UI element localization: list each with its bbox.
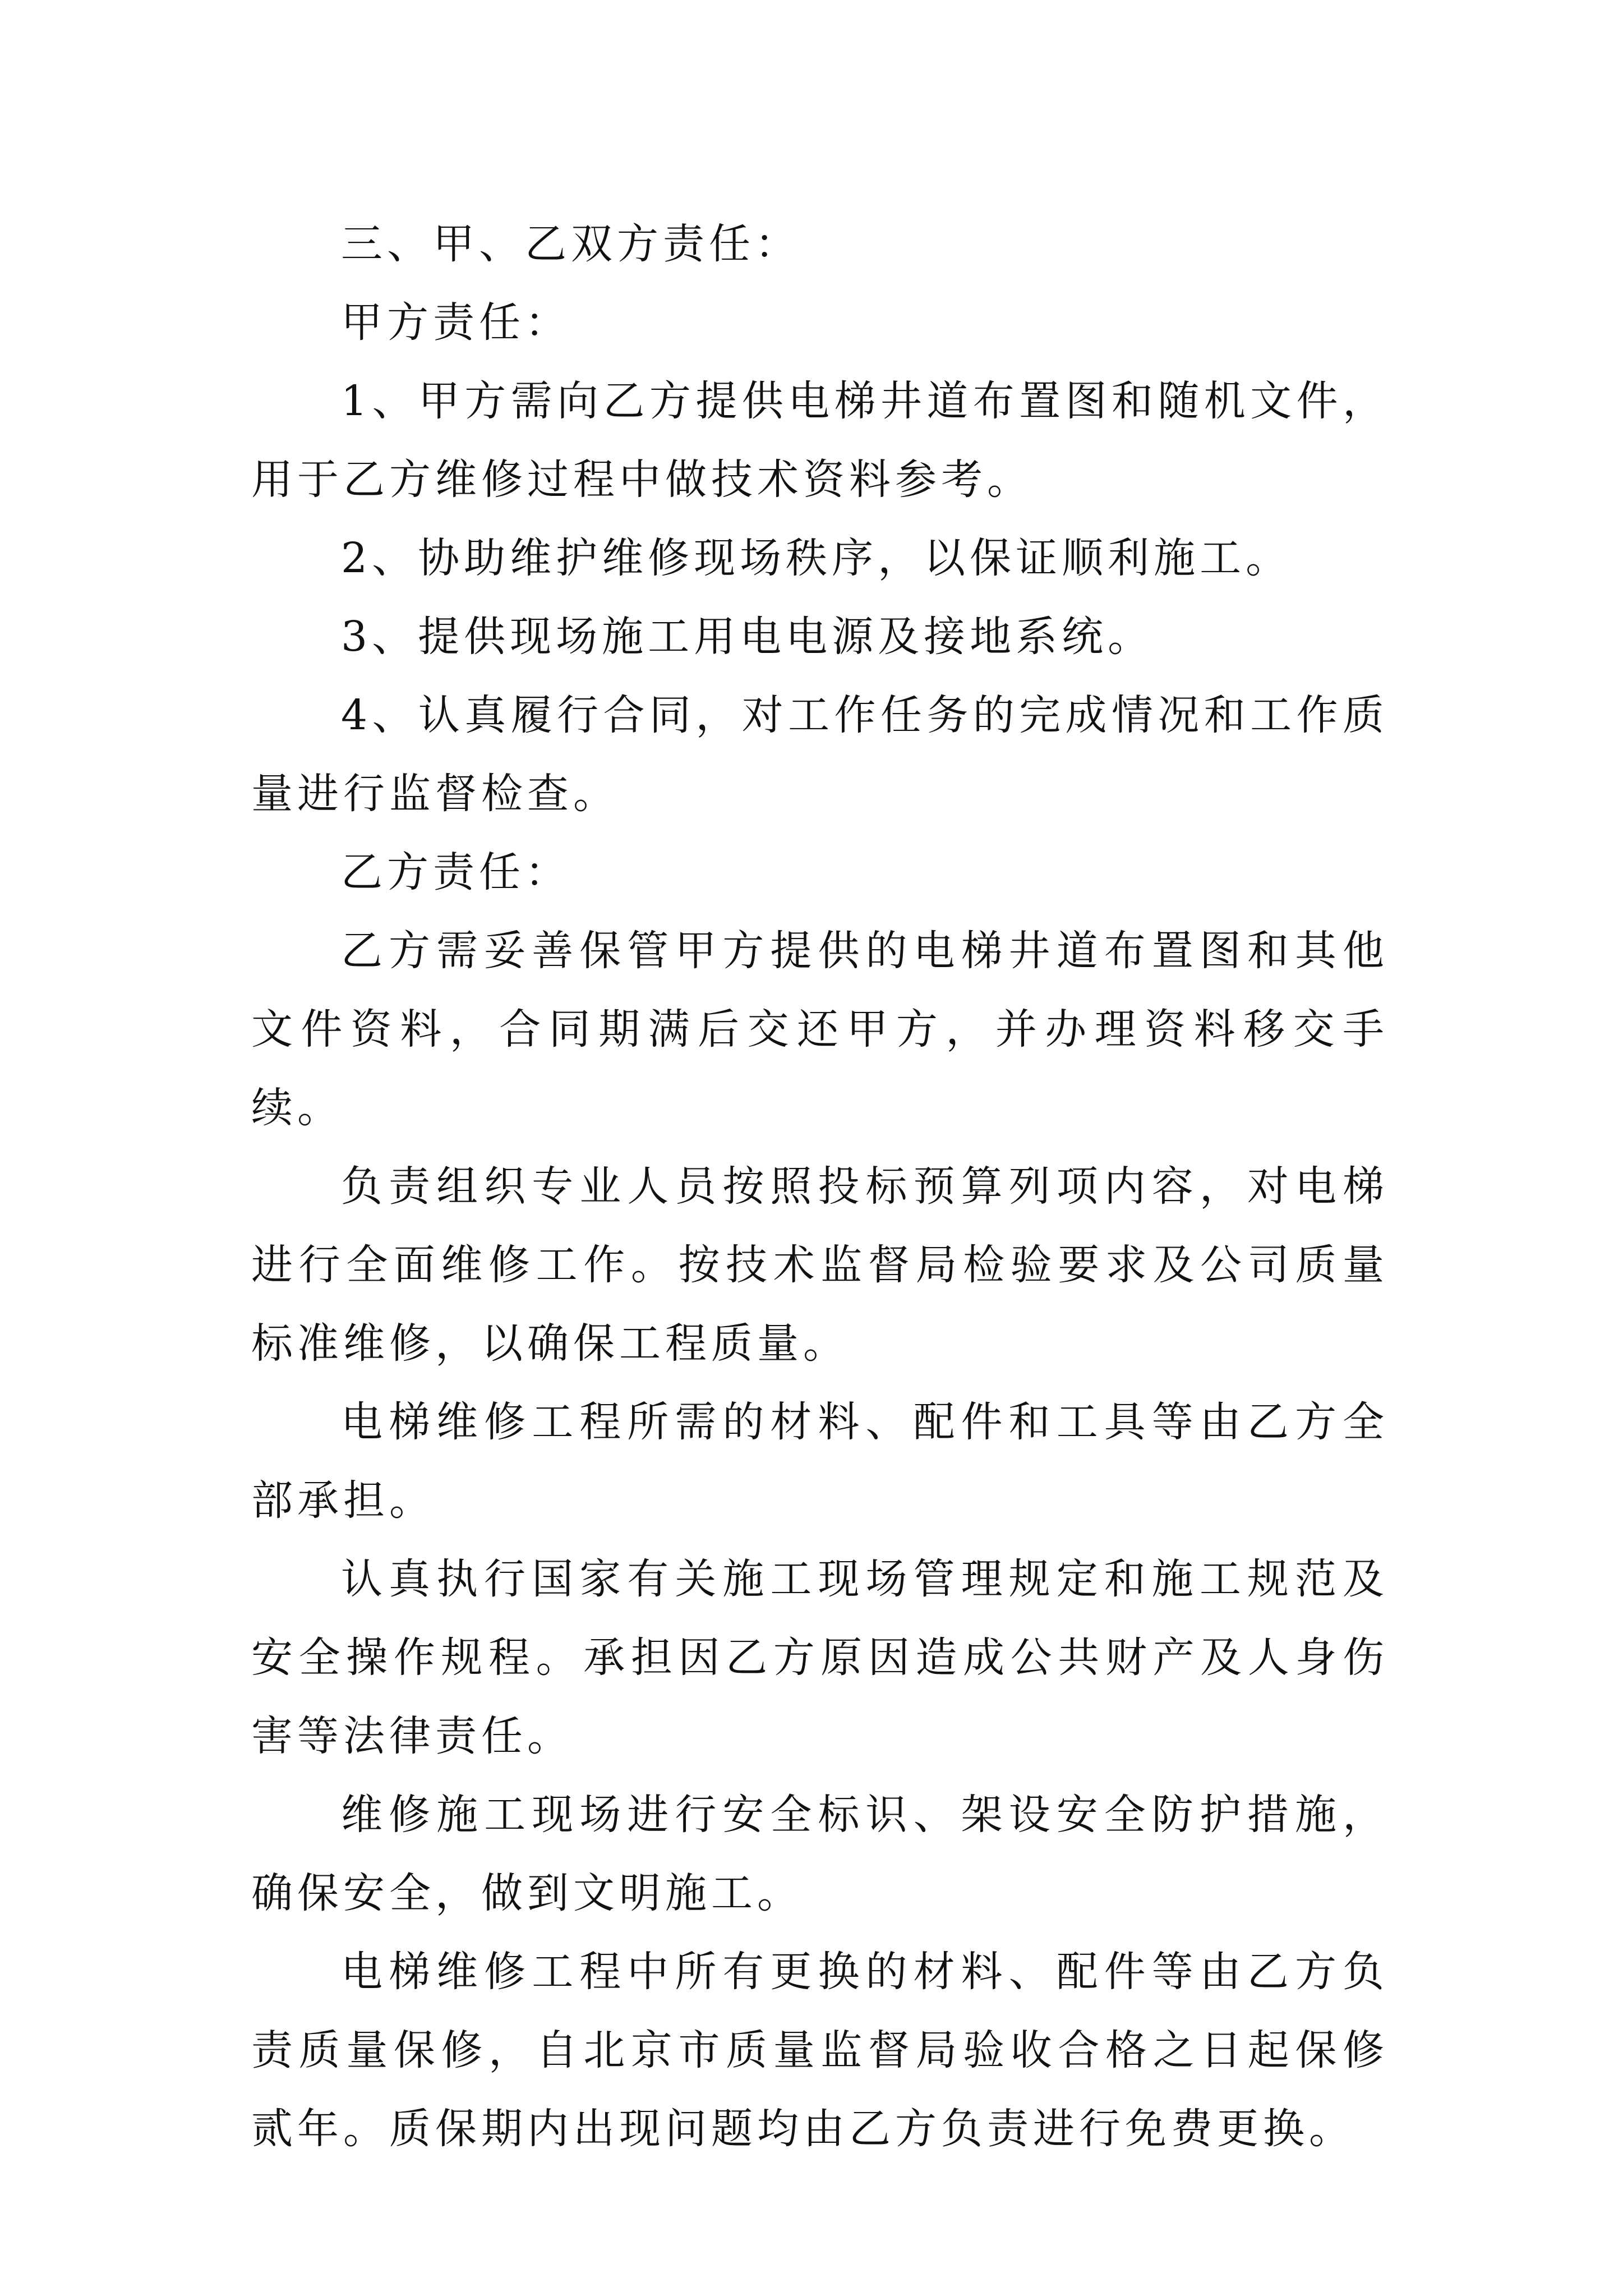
party-b-heading: 乙方责任： bbox=[341, 848, 571, 896]
party-b-paragraph-5: 维修施工现场进行安全标识、架设安全防护措施，确保安全，做到文明施工。 bbox=[251, 1791, 1389, 1917]
party-a-item-3: 3、提供现场施工用电电源及接地系统。 bbox=[341, 613, 1154, 661]
party-b-paragraph-3: 电梯维修工程所需的材料、配件和工具等由乙方全部承担。 bbox=[251, 1398, 1389, 1525]
party-a-heading: 甲方责任： bbox=[341, 298, 571, 347]
party-b-paragraph-6: 电梯维修工程中所有更换的材料、配件等由乙方负责质量保修，自北京市质量监督局验收合格之日起保修贰年。质保期内出现问题均由乙方负责进行免费更换。 bbox=[251, 1948, 1389, 2153]
section-heading-responsibilities: 三、甲、乙双方责任： bbox=[341, 220, 801, 268]
party-a-item-1: 1、甲方需向乙方提供电梯井道布置图和随机文件，用于乙方维修过程中做技术资料参考。 bbox=[251, 377, 1389, 504]
party-b-paragraph-1: 乙方需妥善保管甲方提供的电梯井道布置图和其他文件资料，合同期满后交还甲方，并办理资料移交手续。 bbox=[251, 927, 1389, 1132]
party-a-item-4: 4、认真履行合同，对工作任务的完成情况和工作质量进行监督检查。 bbox=[251, 691, 1389, 818]
party-b-paragraph-2: 负责组织专业人员按照投标预算列项内容，对电梯进行全面维修工作。按技术监督局检验要求及公司质量标准维修，以确保工程质量。 bbox=[251, 1162, 1389, 1368]
party-b-paragraph-4: 认真执行国家有关施工现场管理规定和施工规范及安全操作规程。承担因乙方原因造成公共财产及人身伤害等法律责任。 bbox=[251, 1555, 1389, 1760]
party-a-item-2: 2、协助维护维修现场秩序，以保证顺利施工。 bbox=[341, 534, 1292, 582]
document-body bbox=[251, 205, 1389, 2168]
